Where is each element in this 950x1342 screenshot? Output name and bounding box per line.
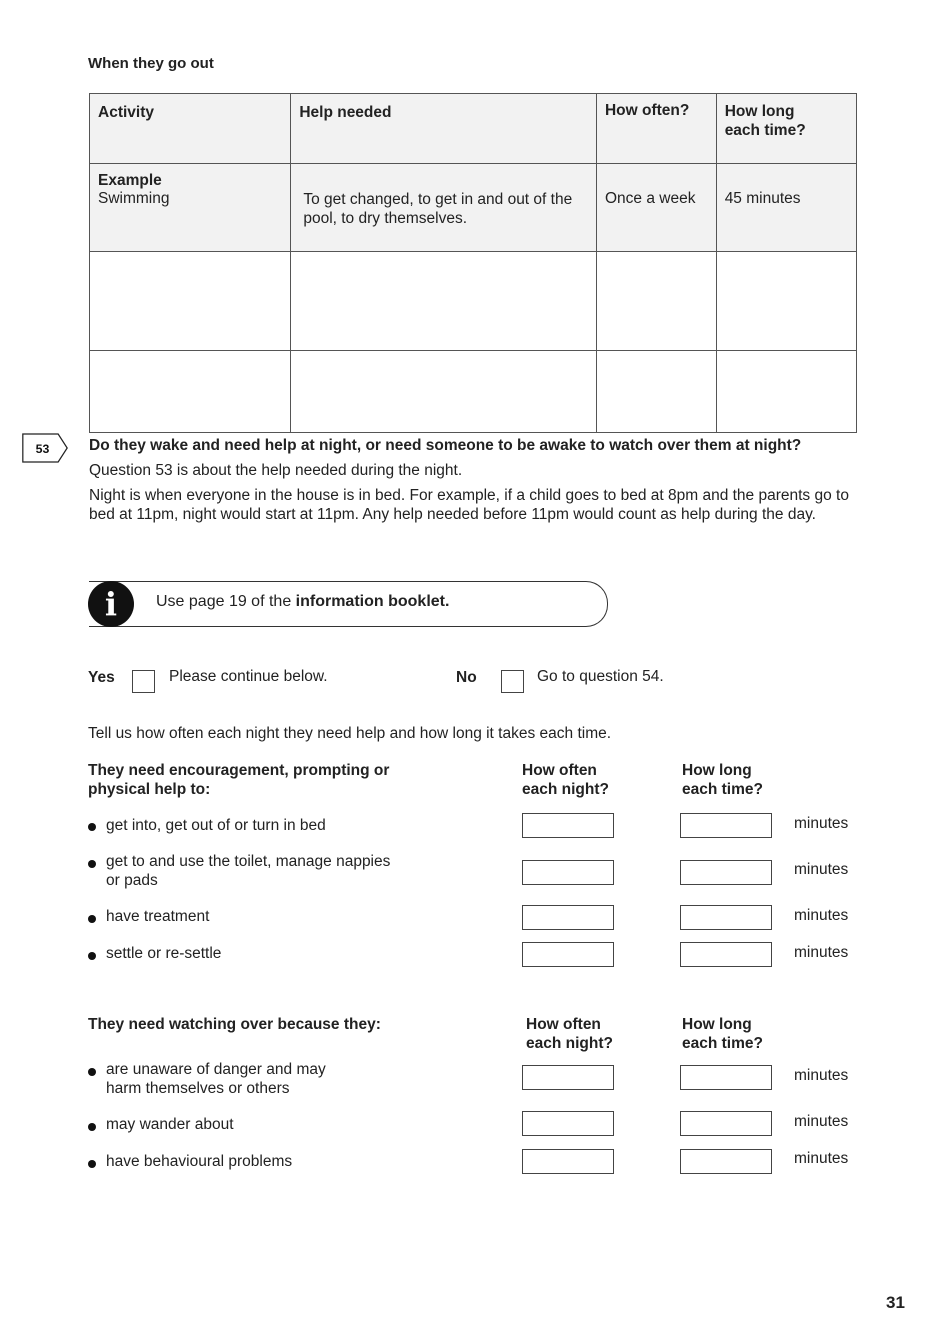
yes-note: Please continue below. [169,668,328,685]
col-header-how-long: How long each time? [716,94,856,164]
group2-col-how-long-line2: each time? [682,1035,763,1052]
how-often-input[interactable] [522,813,614,838]
group1-col-how-long-line2: each time? [682,781,763,798]
list-item-line1: may wander about [106,1116,234,1133]
col-header-help: Help needed [291,94,597,164]
group1-heading-line1: They need encouragement, prompting or [88,762,390,779]
how-long-input[interactable] [680,1065,772,1090]
group1-col-how-often-line1: How often [522,762,597,779]
list-item-line1: settle or re-settle [106,945,222,962]
minutes-label: minutes [794,1067,849,1084]
example-how-long-cell: 45 minutes [716,164,856,252]
question-number: 53 [35,441,50,456]
how-often-input[interactable] [522,860,614,885]
example-activity-cell [90,164,291,252]
minutes-label: minutes [794,944,849,961]
list-item [106,1116,234,1135]
activity-input-cell[interactable] [90,351,291,433]
how-long-input[interactable] [680,942,772,967]
how-long-input[interactable] [680,1149,772,1174]
group2-col-how-often-line2: each night? [526,1035,613,1052]
col-header-activity: Activity [90,94,291,164]
group2-col-how-often [526,1015,613,1053]
group2-col-how-long [682,1015,763,1053]
bullet-icon [88,1160,96,1168]
list-item [106,945,221,964]
example-activity: Swimming [98,190,170,207]
how-often-input[interactable] [522,1065,614,1090]
info-text [156,593,449,611]
question-title: Do they wake and need help at night, or need someone to be awake to watch over them at night? [89,437,802,454]
minutes-label: minutes [794,1150,849,1167]
group2-col-how-often-line1: How often [526,1016,601,1033]
example-help-cell: To get changed, to get in and out of the pool, to dry themselves. [291,164,597,252]
group2-col-how-long-line1: How long [682,1016,752,1033]
question-paragraph: Night is when everyone in the house is in bed. For example, if a child goes to bed at 8pm and the parents go to bed at 11pm, night would start at 11pm. Any help needed before 11pm would count as help during the day. [89,487,849,523]
group1-col-how-long [682,761,763,799]
how-often-input[interactable] [522,1111,614,1136]
how-often-input-cell[interactable] [596,351,716,433]
example-label: Example [98,172,162,189]
bullet-icon [88,952,96,960]
how-long-input[interactable] [680,860,772,885]
yes-checkbox[interactable] [132,670,155,693]
activity-table [89,93,857,433]
bullet-icon [88,915,96,923]
minutes-label: minutes [794,861,849,878]
minutes-label: minutes [794,815,849,832]
how-long-input[interactable] [680,905,772,930]
col-header-how-often: How often? [596,94,716,164]
no-checkbox[interactable] [501,670,524,693]
list-item-line1: get into, get out of or turn in bed [106,817,326,834]
list-item [106,1061,326,1098]
instructions-text: Tell us how often each night they need help and how long it takes each time. [88,725,612,742]
list-item-line1: have treatment [106,908,210,925]
bullet-icon [88,1068,96,1076]
list-item-line1: get to and use the toilet, manage nappies [106,853,391,870]
list-item-line2: harm themselves or others [106,1079,290,1097]
group1-heading-line2: physical help to: [88,781,211,798]
how-long-input-cell[interactable] [716,252,856,351]
help-input-cell[interactable] [291,252,597,351]
group1-heading [88,761,389,799]
info-text-bold: information booklet. [295,593,450,610]
how-long-input[interactable] [680,813,772,838]
activity-input-cell[interactable] [90,252,291,351]
table-row-example [90,164,857,252]
bullet-icon [88,860,96,868]
how-often-input[interactable] [522,905,614,930]
how-long-input-cell[interactable] [716,351,856,433]
list-item [106,853,390,890]
bullet-icon [88,823,96,831]
example-how-often-cell: Once a week [596,164,716,252]
list-item [106,1153,292,1172]
group1-col-how-long-line1: How long [682,762,752,779]
list-item [106,908,209,927]
table-row [90,351,857,433]
list-item-line1: are unaware of danger and may [106,1061,326,1078]
info-text-prefix: Use page 19 of the [156,593,296,610]
group2-heading: They need watching over because they: [88,1016,381,1033]
how-often-input[interactable] [522,942,614,967]
yes-label: Yes [88,669,115,686]
how-often-input[interactable] [522,1149,614,1174]
list-item [106,817,326,836]
info-icon: i [88,581,134,627]
bullet-icon [88,1123,96,1131]
question-subtitle: Question 53 is about the help needed during the night. [89,462,463,479]
list-item-line1: have behavioural problems [106,1153,293,1170]
question-number-tag [22,432,68,464]
page-number: 31 [886,1293,905,1312]
table-header-row [90,94,857,164]
minutes-label: minutes [794,907,849,924]
how-often-input-cell[interactable] [596,252,716,351]
minutes-label: minutes [794,1113,849,1130]
no-note: Go to question 54. [537,668,664,685]
how-long-input[interactable] [680,1111,772,1136]
list-item-line2: or pads [106,871,158,889]
no-label: No [456,669,477,686]
help-input-cell[interactable] [291,351,597,433]
table-row [90,252,857,351]
group1-col-how-often [522,761,609,799]
section-title: When they go out [88,55,214,72]
group1-col-how-often-line2: each night? [522,781,609,798]
